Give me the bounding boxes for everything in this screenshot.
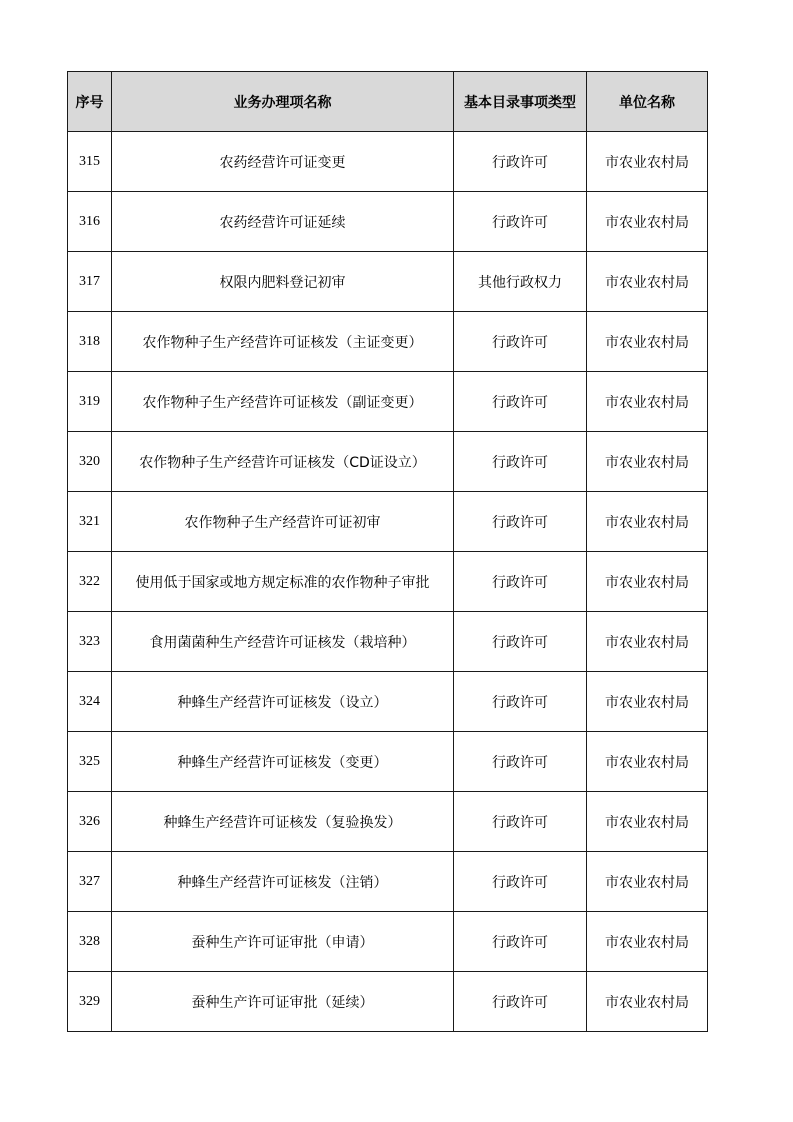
item-type-cell: 行政许可 bbox=[454, 612, 587, 672]
serial-number-cell: 316 bbox=[68, 192, 112, 252]
unit-name-cell: 市农业农村局 bbox=[587, 132, 708, 192]
item-type-cell: 行政许可 bbox=[454, 672, 587, 732]
item-type-cell: 行政许可 bbox=[454, 492, 587, 552]
table-row bbox=[68, 192, 708, 252]
serial-number-cell: 322 bbox=[68, 552, 112, 612]
item-name-cell: 蚕种生产许可证审批（延续） bbox=[112, 972, 454, 1032]
unit-name-cell: 市农业农村局 bbox=[587, 792, 708, 852]
header-row bbox=[68, 72, 708, 132]
item-name-cell: 种蜂生产经营许可证核发（复验换发） bbox=[112, 792, 454, 852]
serial-number-cell: 327 bbox=[68, 852, 112, 912]
unit-name-cell: 市农业农村局 bbox=[587, 912, 708, 972]
table-row bbox=[68, 972, 708, 1032]
item-name-cell: 权限内肥料登记初审 bbox=[112, 252, 454, 312]
unit-name-cell: 市农业农村局 bbox=[587, 552, 708, 612]
item-name-cell: 农作物种子生产经营许可证核发（副证变更） bbox=[112, 372, 454, 432]
item-type-cell: 其他行政权力 bbox=[454, 252, 587, 312]
item-type-cell: 行政许可 bbox=[454, 732, 587, 792]
item-type-cell: 行政许可 bbox=[454, 312, 587, 372]
serial-number-cell: 329 bbox=[68, 972, 112, 1032]
table-row bbox=[68, 672, 708, 732]
item-name-cell: 农作物种子生产经营许可证核发（主证变更） bbox=[112, 312, 454, 372]
item-type-cell: 行政许可 bbox=[454, 852, 587, 912]
unit-name-cell: 市农业农村局 bbox=[587, 972, 708, 1032]
document-sheet bbox=[67, 71, 708, 1032]
item-type-cell: 行政许可 bbox=[454, 192, 587, 252]
item-name-cell: 蚕种生产许可证审批（申请） bbox=[112, 912, 454, 972]
table-row bbox=[68, 432, 708, 492]
item-name-cell: 种蜂生产经营许可证核发（变更） bbox=[112, 732, 454, 792]
header-serial-number: 序号 bbox=[68, 72, 112, 132]
unit-name-cell: 市农业农村局 bbox=[587, 732, 708, 792]
serial-number-cell: 317 bbox=[68, 252, 112, 312]
table-row bbox=[68, 372, 708, 432]
table-row bbox=[68, 132, 708, 192]
header-unit-name: 单位名称 bbox=[587, 72, 708, 132]
item-name-cell: 种蜂生产经营许可证核发（设立） bbox=[112, 672, 454, 732]
unit-name-cell: 市农业农村局 bbox=[587, 852, 708, 912]
business-items-table bbox=[67, 71, 708, 1032]
table-row bbox=[68, 552, 708, 612]
serial-number-cell: 328 bbox=[68, 912, 112, 972]
table-row bbox=[68, 492, 708, 552]
unit-name-cell: 市农业农村局 bbox=[587, 252, 708, 312]
header-item-name: 业务办理项名称 bbox=[112, 72, 454, 132]
item-type-cell: 行政许可 bbox=[454, 972, 587, 1032]
unit-name-cell: 市农业农村局 bbox=[587, 432, 708, 492]
serial-number-cell: 321 bbox=[68, 492, 112, 552]
unit-name-cell: 市农业农村局 bbox=[587, 312, 708, 372]
unit-name-cell: 市农业农村局 bbox=[587, 492, 708, 552]
item-type-cell: 行政许可 bbox=[454, 912, 587, 972]
serial-number-cell: 325 bbox=[68, 732, 112, 792]
serial-number-cell: 320 bbox=[68, 432, 112, 492]
table-row bbox=[68, 732, 708, 792]
table-row bbox=[68, 852, 708, 912]
unit-name-cell: 市农业农村局 bbox=[587, 612, 708, 672]
item-name-cell: 食用菌菌种生产经营许可证核发（栽培种） bbox=[112, 612, 454, 672]
serial-number-cell: 324 bbox=[68, 672, 112, 732]
item-name-cell: 农药经营许可证延续 bbox=[112, 192, 454, 252]
item-type-cell: 行政许可 bbox=[454, 792, 587, 852]
unit-name-cell: 市农业农村局 bbox=[587, 192, 708, 252]
item-type-cell: 行政许可 bbox=[454, 552, 587, 612]
table-row bbox=[68, 912, 708, 972]
table-header bbox=[68, 72, 708, 132]
table-row bbox=[68, 312, 708, 372]
unit-name-cell: 市农业农村局 bbox=[587, 372, 708, 432]
item-name-cell: 种蜂生产经营许可证核发（注销） bbox=[112, 852, 454, 912]
item-type-cell: 行政许可 bbox=[454, 372, 587, 432]
item-type-cell: 行政许可 bbox=[454, 132, 587, 192]
table-row bbox=[68, 792, 708, 852]
serial-number-cell: 319 bbox=[68, 372, 112, 432]
item-type-cell: 行政许可 bbox=[454, 432, 587, 492]
table-body bbox=[68, 132, 708, 1032]
header-item-type: 基本目录事项类型 bbox=[454, 72, 587, 132]
serial-number-cell: 315 bbox=[68, 132, 112, 192]
table-row bbox=[68, 252, 708, 312]
item-name-cell: 农药经营许可证变更 bbox=[112, 132, 454, 192]
item-name-cell: 农作物种子生产经营许可证初审 bbox=[112, 492, 454, 552]
serial-number-cell: 318 bbox=[68, 312, 112, 372]
table-row bbox=[68, 612, 708, 672]
item-name-cell: 使用低于国家或地方规定标准的农作物种子审批 bbox=[112, 552, 454, 612]
item-name-cell: 农作物种子生产经营许可证核发（CD证设立） bbox=[112, 432, 454, 492]
unit-name-cell: 市农业农村局 bbox=[587, 672, 708, 732]
serial-number-cell: 323 bbox=[68, 612, 112, 672]
serial-number-cell: 326 bbox=[68, 792, 112, 852]
